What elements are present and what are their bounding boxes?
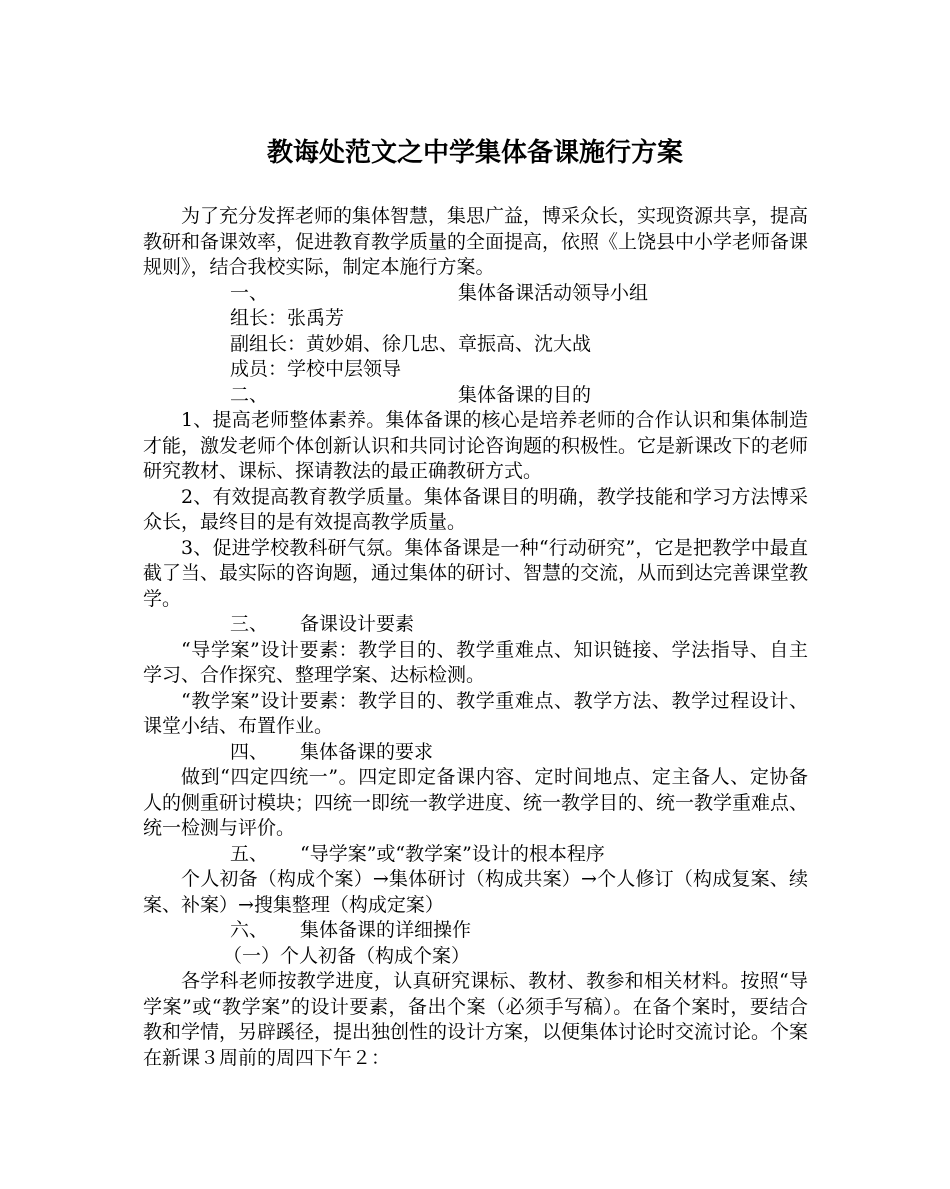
paragraph: 2、有效提高教育教学质量。集体备课目的明确，教学技能和学习方法博采众长，最终目的是有效提高教学质量。 bbox=[143, 485, 808, 533]
section-number: 一、 bbox=[230, 281, 269, 304]
deputy-line: 副组长：黄妙娟、徐几忠、章振高、沈大战 bbox=[230, 332, 592, 355]
intro-paragraph: 为了充分发挥老师的集体智慧，集思广益，博采众长，实现资源共享，提高教研和备课效率，促进教育教学质量的全面提高，依照《上饶县中小学老师备课规则》，结合我校实际，制定本施行方案。 bbox=[143, 205, 809, 278]
section-heading-5 bbox=[143, 842, 808, 868]
section-heading-2 bbox=[143, 383, 808, 409]
subsection-heading: （一）个人初备（构成个案） bbox=[223, 944, 471, 967]
section-number: 二、 bbox=[230, 383, 269, 406]
section-number: 三、 bbox=[230, 613, 269, 635]
section-heading-text: 备课设计要素 bbox=[300, 613, 415, 635]
paragraph: 1、提高老师整体素养。集体备课的核心是培养老师的合作认识和集体制造才能，激发老师个体创新认识和共同讨论咨询题的积极性。它是新课改下的老师研究教材、课标、探请教法的最正确教研方式。 bbox=[143, 409, 809, 482]
section-heading-text: 集体备课的目的 bbox=[458, 383, 592, 406]
paragraph: 各学科老师按教学进度，认真研究课标、教材、教参和相关材料。按照“导学案”或“教学案”的设计要素，备出个案（必须手写稿）。在备个案时，要结合教和学情，另辟蹊径，提出独创性的设计方案，以便集体讨论时交流讨论。个案在新课３周前的周四下午２： bbox=[143, 970, 809, 1069]
section-heading-3 bbox=[143, 612, 808, 638]
section-heading-6 bbox=[143, 918, 808, 944]
section-heading-4 bbox=[143, 740, 808, 766]
section-number: 六、 bbox=[230, 919, 269, 941]
section-heading-text: 集体备课的要求 bbox=[300, 740, 434, 763]
section-heading-1 bbox=[143, 281, 808, 307]
document-body bbox=[143, 204, 808, 1071]
members-line: 成员：学校中层领导 bbox=[230, 358, 402, 380]
section-heading-text: 集体备课活动领导小组 bbox=[458, 281, 649, 304]
paragraph: “导学案”设计要素：教学目的、教学重难点、知识链接、学法指导、自主学习、合作探究、整理学案、达标检测。 bbox=[143, 638, 808, 686]
section-heading-text: “导学案”或“教学案”设计的根本程序 bbox=[300, 842, 605, 865]
paragraph: 3、促进学校教科研气氛。集体备课是一种“行动研究”，它是把教学中最直截了当、最实际的咨询题，通过集体的研讨、智慧的交流，从而到达完善课堂教学。 bbox=[143, 536, 809, 610]
leader-line: 组长：张禹芳 bbox=[230, 307, 345, 329]
section-number: 四、 bbox=[230, 740, 269, 763]
paragraph: “教学案”设计要素：教学目的、教学重难点、教学方法、教学过程设计、课堂小结、布置作业。 bbox=[143, 689, 808, 737]
section-heading-text: 集体备课的详细操作 bbox=[300, 919, 472, 941]
paragraph: 个人初备（构成个案）→集体研讨（构成共案）→个人修订（构成复案、续案、补案）→搜集整理（构成定案） bbox=[143, 868, 808, 916]
document-title: 教诲处范文之中学集体备课施行方案 bbox=[266, 138, 683, 168]
section-number: 五、 bbox=[230, 842, 269, 865]
paragraph: 做到“四定四统一”。四定即定备课内容、定时间地点、定主备人、定协备人的侧重研讨模块；四统一即统一教学进度、统一教学目的、统一教学重难点、统一检测与评价。 bbox=[143, 766, 809, 839]
